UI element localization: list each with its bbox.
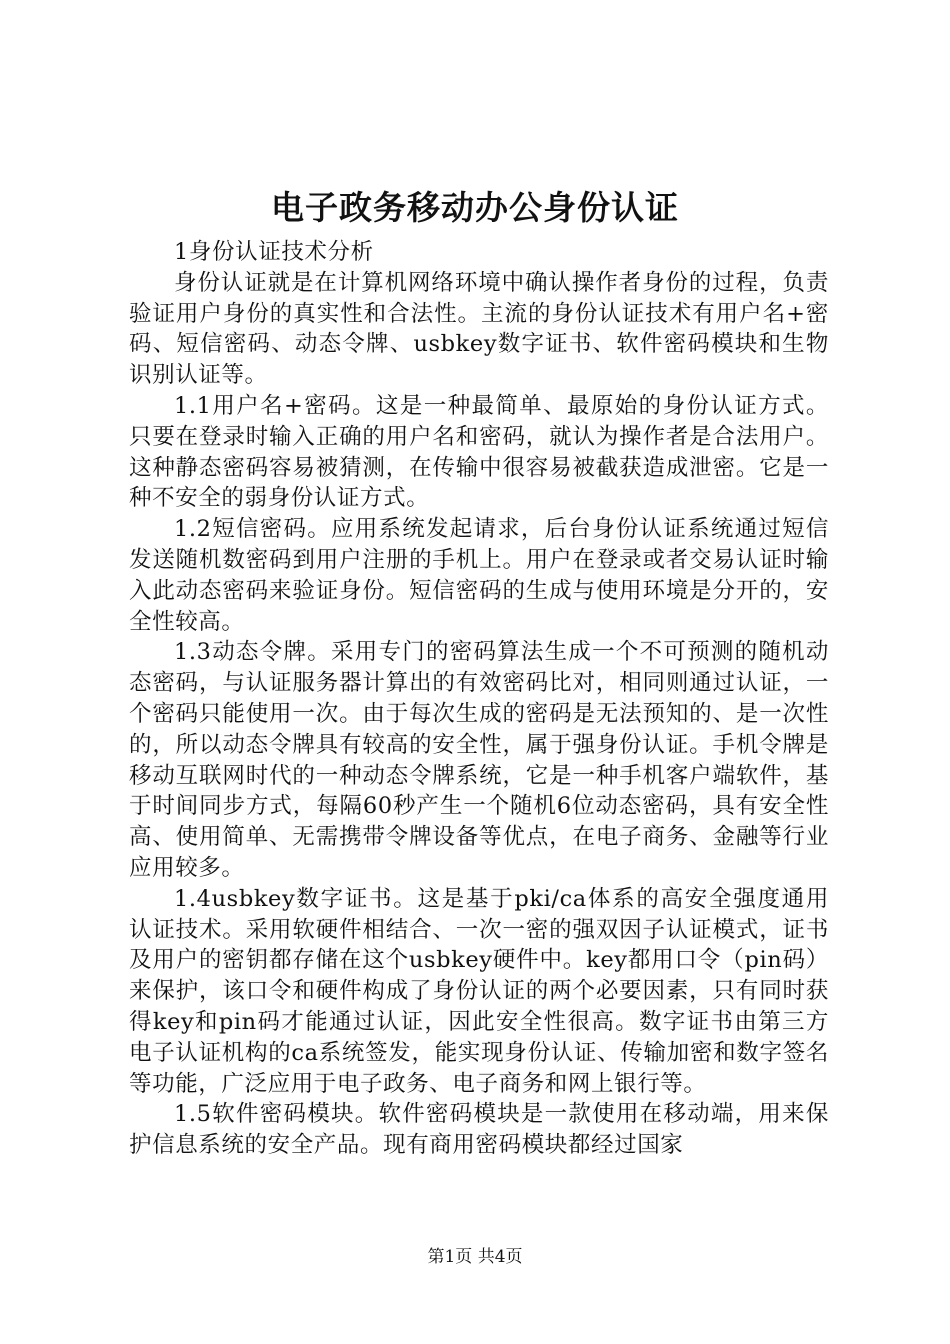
paragraph-sms-password: 1.2短信密码。应用系统发起请求，后台身份认证系统通过短信发送随机数密码到用户注册的手机上。用户在登录或者交易认证时输入此动态密码来验证身份。短信密码的生成与使用环境是分开的，安全性较高。 [129,516,829,635]
page-footer: 第1页 共4页 [427,1247,523,1267]
paragraph-intro: 身份认证就是在计算机网络环境中确认操作者身份的过程，负责验证用户身份的真实性和合法性。主流的身份认证技术有用户名+密码、短信密码、动态令牌、usbkey数字证书、软件密码模块和生物识别认证等。 [129,269,829,389]
document-title: 电子政务移动办公身份认证 [271,188,679,227]
paragraph-software-crypto-module: 1.5软件密码模块。软件密码模块是一款使用在移动端，用来保护信息系统的安全产品。现有商用密码模块都经过国家 [129,1101,829,1159]
paragraph-username-password: 1.1用户名+密码。这是一种最简单、最原始的身份认证方式。只要在登录时输入正确的用户名和密码，就认为操作者是合法用户。这种静态密码容易被猜测，在传输中很容易被截获造成泄密。它是一种不安全的弱身份认证方式。 [129,392,829,512]
paragraph-dynamic-token: 1.3动态令牌。采用专门的密码算法生成一个不可预测的随机动态密码，与认证服务器计算出的有效密码比对，相同则通过认证，一个密码只能使用一次。由于每次生成的密码是无法预知的、是一次性的，所以动态令牌具有较高的安全性，属于强身份认证。手机令牌是移动互联网时代的一种动态令牌系统，它是一种手机客户端软件，基于时间同步方式，每隔60秒产生一个随机6位动态密码，具有安全性高、使用简单、无需携带令牌设备等优点，在电子商务、金融等行业应用较多。 [129,639,829,881]
paragraph-usbkey-certificate: 1.4usbkey数字证书。这是基于pki/ca体系的高安全强度通用认证技术。采用软硬件相结合、一次一密的强双因子认证模式，证书及用户的密钥都存储在这个usbkey硬件中。key都用口令（pin码）来保护，该口令和硬件构成了身份认证的两个必要因素，只有同时获得key和pin码才能通过认证，因此安全性很高。数字证书由第三方电子认证机构的ca系统签发，能实现身份认证、传输加密和数字签名等功能，广泛应用于电子政务、电子商务和网上银行等。 [129,885,829,1097]
section-heading: 1身份认证技术分析 [174,239,374,265]
document-body [129,237,829,1161]
